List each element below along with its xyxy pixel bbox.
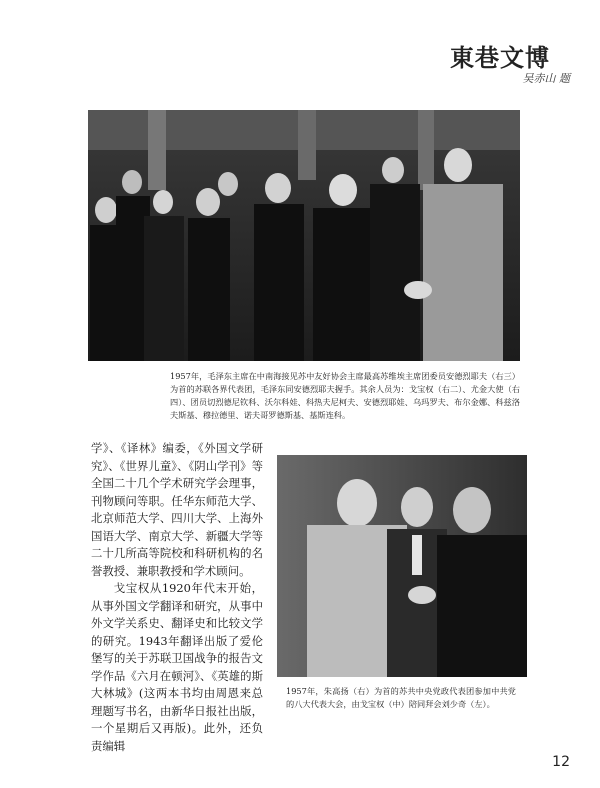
top-photo — [88, 110, 520, 361]
masthead-title: 東巷文博 — [450, 43, 550, 72]
top-photo-caption: 1957年，毛泽东主席在中南海接见苏中友好协会主席最高苏维埃主席团委员安德烈耶夫（右三）为首的苏联各界代表团，毛泽东同安德烈耶夫握手。其余人员为：戈宝权（右二）、尤金大使（右四）、团员切烈德尼钦科、沃尔科娃、科热夫尼柯夫、安德烈耶娃、乌玛罗夫、布尔金娜、科兹洛夫斯基、穆拉德里、诺夫哥罗德斯基、基斯连科。 — [170, 371, 520, 420]
right-photo-caption: 1957年，朱高扬（右）为首的苏共中央党政代表团参加中共党的八大代表大会，由戈宝权（中）陪同拜会刘少奇（左）。 — [286, 686, 516, 709]
article-paragraph-1: 学》、《译林》编委，《外国文学研究》、《世界儿童》、《阴山学刊》等全国二十几个学术研究学会理事，刊物顾问等职。任华东师范大学、北京师范大学、四川大学、上海外国语大学、南京大学、新疆大学等二十几所高等院校和科研机构的名誉教授、兼职教授和学术顾问。 — [91, 441, 263, 578]
top-photo-image — [88, 110, 520, 361]
right-photo-image — [277, 455, 527, 677]
article-paragraph-2: 戈宝权从1920年代末开始，从事外国文学翻译和研究，从事中外文学关系史、翻译史和比较文学的研究。1943年翻译出版了爱伦堡写的关于苏联卫国战争的报告文学作品《六月在顿河》、《英雄的斯大林城》(这两本书均由周恩来总理题写书名，由新华日报社出版，一个星期后又再版)。此外，还负责编辑 — [91, 581, 263, 753]
masthead-signature: 吴赤山 题 — [522, 72, 570, 85]
right-photo — [277, 455, 527, 677]
page-number: 12 — [552, 754, 570, 770]
article-body — [91, 440, 263, 755]
masthead — [450, 38, 570, 98]
